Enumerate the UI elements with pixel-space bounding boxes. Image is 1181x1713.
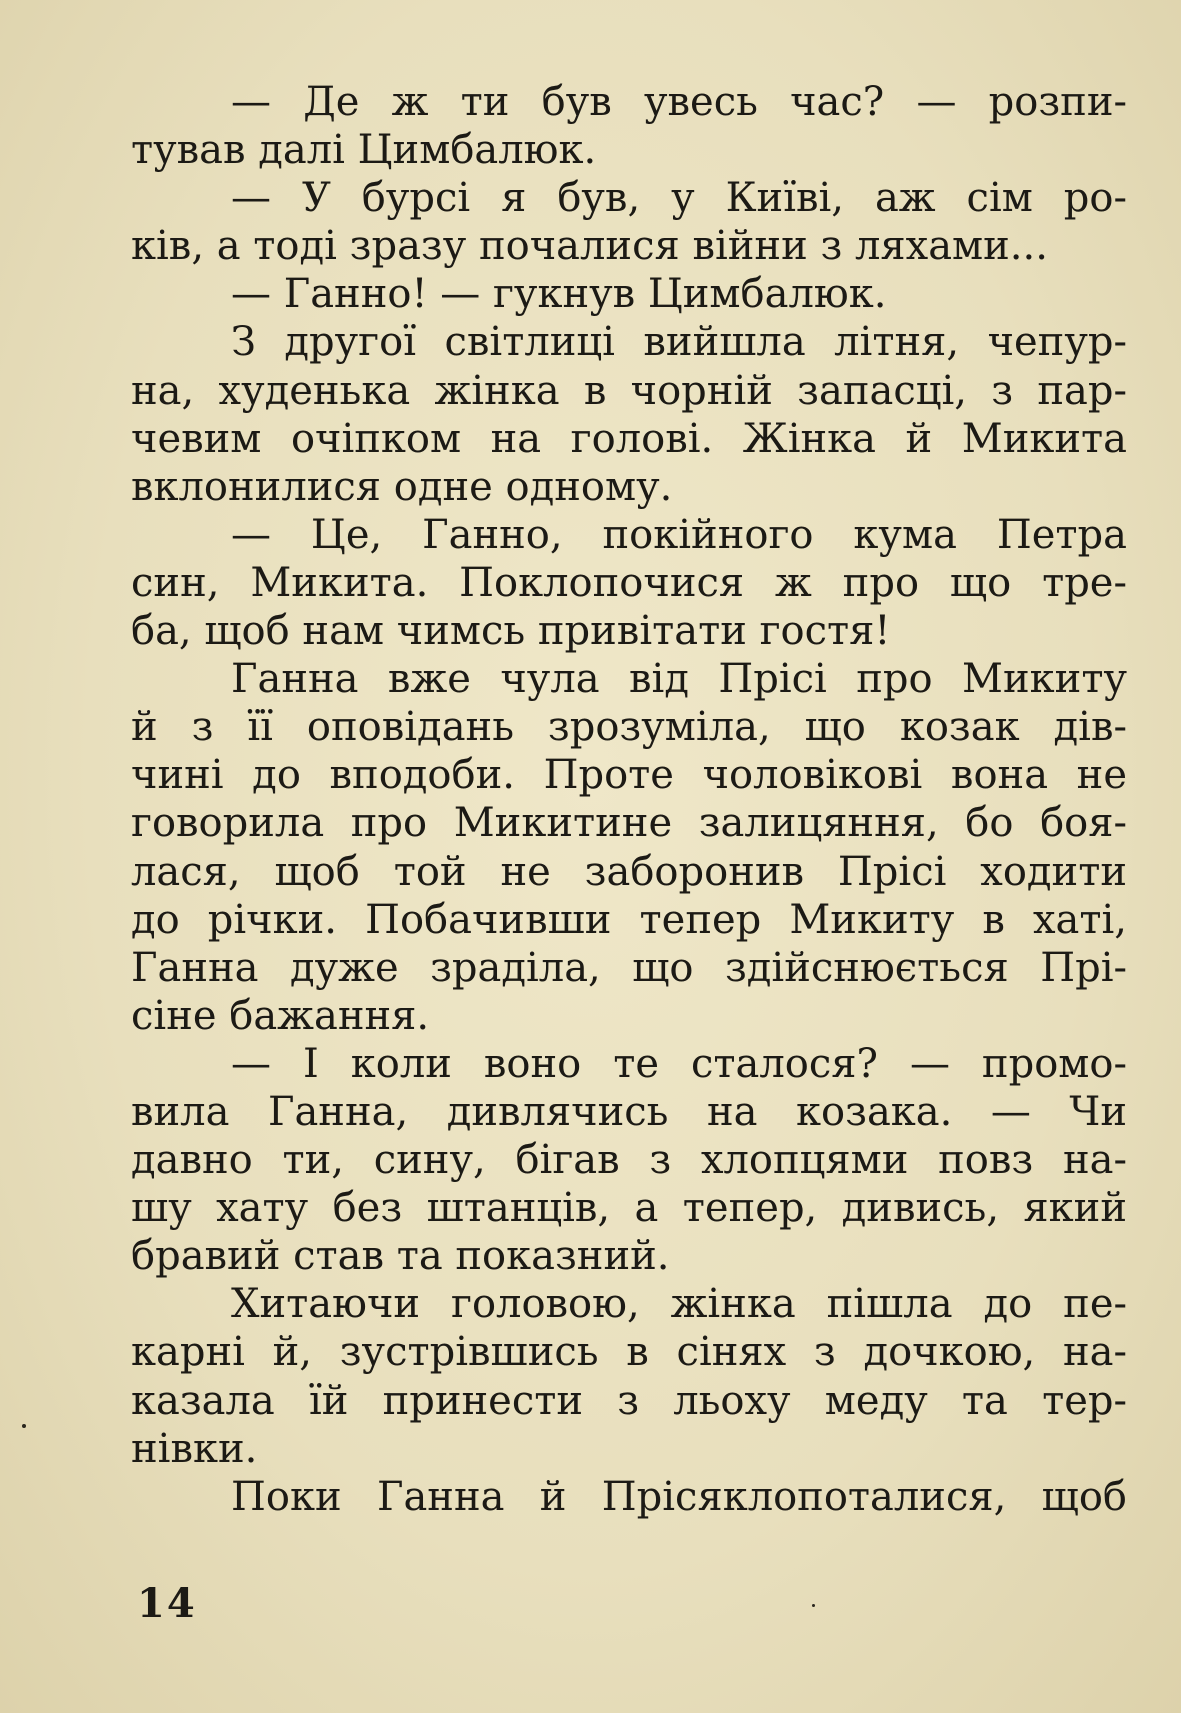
text-line: Ганна вже чула від Прісі про Микиту [231,656,1127,703]
text-line: вила Ганна, дивлячись на козака. — Чи [131,1088,1127,1135]
text-line: бравий став та показний. [131,1233,670,1280]
text-line: Хитаючи головою, жінка пішла до пе- [231,1281,1127,1328]
text-line: — Це, Ганно, покійного кума Петра [231,511,1127,558]
text-line: вклонилися одне одному. [131,463,673,510]
text-line: — І коли воно те сталося? — промо- [231,1040,1127,1087]
text-line: Поки Ганна й Прісяклопоталися, щоб [231,1473,1127,1520]
ink-speck [22,1424,26,1428]
ink-speck [812,1604,815,1607]
text-line: Ганна дуже зраділа, що здійснюється Прі- [131,944,1127,991]
text-line: й з її оповідань зрозуміла, що козак дів- [131,704,1127,751]
text-line: карні й, зустрівшись в сінях з дочкою, на- [131,1329,1127,1376]
text-line: сіне бажання. [131,992,430,1039]
text-line: тував далі Цимбалюк. [131,127,597,174]
text-line: — Ганно! — гукнув Цимбалюк. [231,271,887,318]
text-line: на, худенька жінка в чорній запасці, з пар- [131,367,1127,414]
text-line: — У бурсі я був, у Київі, аж сім ро- [231,175,1127,222]
text-line: син, Микита. Поклопочися ж про що тре- [131,559,1127,606]
text-line: ба, щоб нам чимсь привітати гостя! [131,608,891,655]
text-line: нівки. [131,1425,258,1472]
body-text [131,78,1127,1521]
text-line: ків, а тоді зразу почалися війни з ляхами... [131,223,1048,270]
text-line: З другої світлиці вийшла літня, чепур- [231,319,1127,366]
text-line: чевим очіпком на голові. Жінка й Микита [131,415,1127,462]
page-number: 14 [137,1580,197,1627]
text-line: говорила про Микитине залицяння, бо боя- [131,800,1127,847]
text-line: казала їй принести з льоху меду та тер- [131,1377,1127,1424]
text-line: чині до вподоби. Проте чоловікові вона не [131,752,1127,799]
text-line: лася, щоб той не заборонив Прісі ходити [131,848,1127,895]
text-line: шу хату без штанців, а тепер, дивись, який [131,1185,1127,1232]
text-line: — Де ж ти був увесь час? — розпи- [231,79,1127,125]
text-line: до річки. Побачивши тепер Микиту в хаті, [131,896,1127,943]
text-line: давно ти, сину, бігав з хлопцями повз на- [131,1137,1127,1184]
